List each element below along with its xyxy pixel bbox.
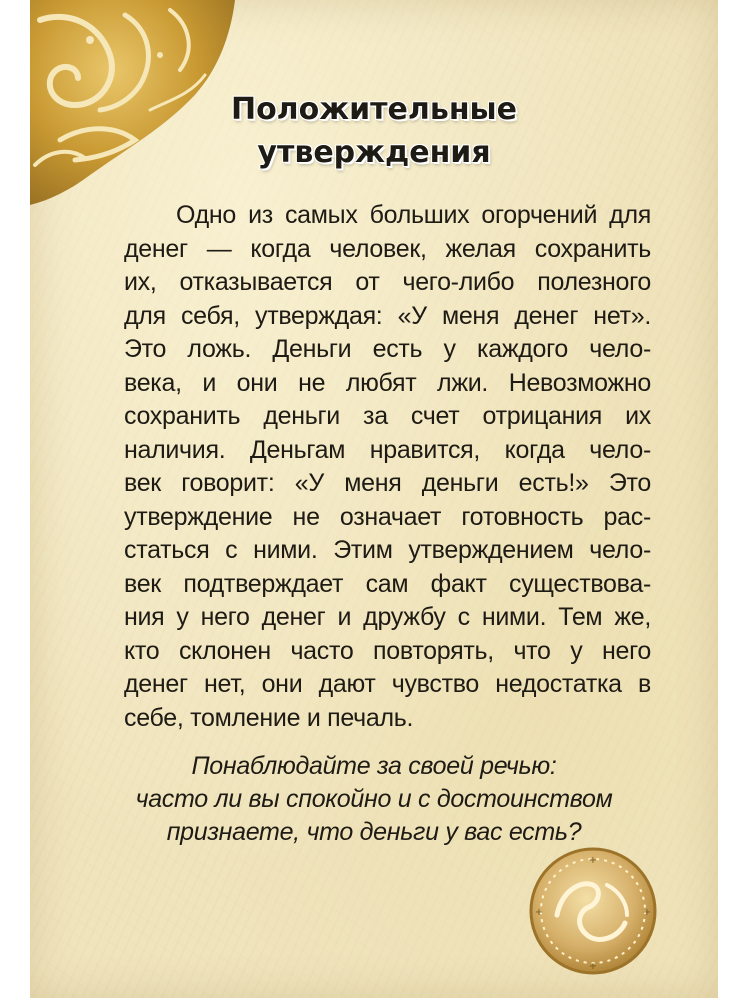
question-line: признаете, что деньги у вас есть?: [166, 818, 582, 846]
paragraph-line: денег — когда человек, желая сохранить: [124, 234, 651, 263]
paragraph-line: утверждение не означает готовность рас-: [124, 502, 651, 531]
paragraph-line: статься с ними. Этим утверждением чело-: [124, 536, 651, 564]
page-title: [30, 88, 718, 174]
paragraph-line: Одно из самых больших огорчений для: [176, 201, 651, 229]
paragraph-line: ния у него денег и дружбу с ними. Тем же,: [124, 603, 651, 631]
question-line: Понаблюдайте за своей речью:: [191, 752, 557, 780]
closing-question: [30, 750, 718, 849]
title-line-2: утверждения: [257, 135, 491, 170]
paragraph-line: денег нет, они дают чувство недостатка в: [124, 670, 651, 698]
svg-text:+: +: [642, 907, 652, 918]
paragraph-line: века, и они не любят лжи. Невозможно: [124, 368, 651, 397]
svg-text:+: +: [588, 855, 598, 866]
paragraph-line: наличия. Деньгам нравится, когда чело-: [124, 435, 651, 464]
paragraph-line: себе, томление и печаль.: [124, 703, 414, 732]
paragraph-line: их, отказывается от чего-либо полезного: [124, 268, 651, 296]
body-paragraph: [124, 199, 651, 735]
svg-text:+: +: [534, 907, 544, 918]
gold-coin-icon: [527, 845, 659, 977]
svg-text:+: +: [588, 961, 598, 972]
paragraph-line: Это ложь. Деньги есть у каждого чело-: [124, 335, 651, 363]
paragraph-line: кто склонен часто повторять, что у него: [124, 636, 651, 665]
paragraph-line: для себя, утверждая: «У меня денег нет».: [124, 301, 651, 330]
title-line-1: Положительные: [230, 92, 518, 127]
question-line: часто ли вы спокойно и с достоинством: [135, 785, 613, 813]
paragraph-line: век подтверждает сам факт существова-: [124, 569, 651, 598]
paragraph-line: сохранить деньги за счет отрицания их: [124, 402, 651, 430]
parchment-card: [30, 0, 718, 998]
paragraph-line: век говорит: «У меня деньги есть!» Это: [124, 469, 651, 497]
